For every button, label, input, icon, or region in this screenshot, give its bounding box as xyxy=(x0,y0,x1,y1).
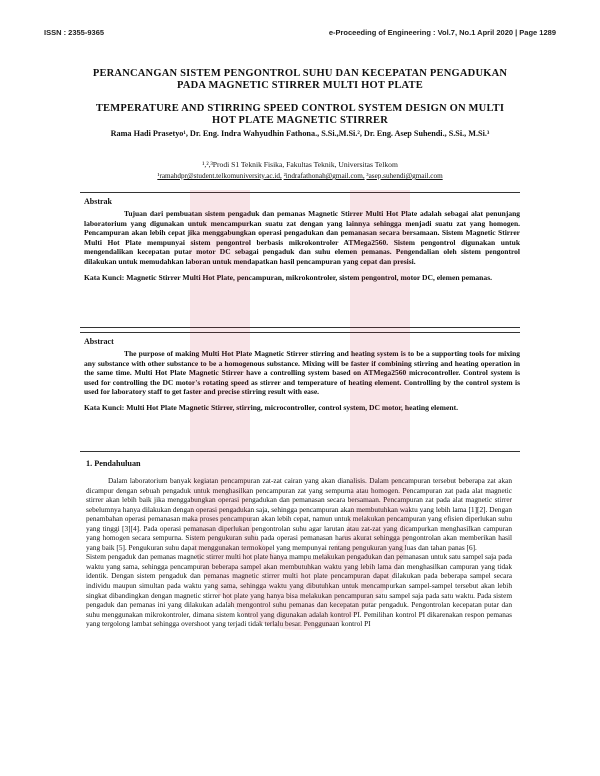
abstrak-body: Tujuan dari pembuatan sistem pengaduk dan pemanas Magnetic Stirrer Multi Hot Plate adalah sebagai alat penunjang laboratorium yang digunakan untuk mencampurkan suatu zat dengan yang lainnya sehingga menjadi suatu zat yang homogen. Pencampuran akan lebih cepat jika menggabungkan operasi pengadukan dan pemanasan secara bersamaan. Sistem Magnetic Stirrer Multi Hot Plate mempunyai sistem pengontrol berbasis mikrokontroler ATMega2560. Sistem pengontrol digunakan untuk mengendalikan kecepatan putar motor DC sebagai pengaduk dan suhu elemen pemanas. Pengendalian oleh sistem pengontrol dilakukan untuk memudahkan laboran untuk mendapatkan hasil pencampuran yang cepat dan presisi. xyxy=(84,209,520,266)
email-2-link[interactable]: ²indrafathonah@gmail.com, xyxy=(283,172,365,180)
abstrak-box xyxy=(80,192,520,328)
abstrak-keywords: Kata Kunci: Magnetic Stirrer Multi Hot Plate, pencampuran, mikrokontroler, sistem pengontrol, motor DC, elemen pemanas. xyxy=(84,272,493,282)
email-list xyxy=(60,171,540,181)
abstract-heading: Abstract xyxy=(84,337,114,346)
title-english: TEMPERATURE AND STIRRING SPEED CONTROL SYSTEM DESIGN ON MULTI HOT PLATE MAGNETIC STIRRER xyxy=(95,103,505,126)
paragraph-2: Sistem pengaduk dan pemanas magnetic stirrer multi hot plate hanya mampu melakukan pengadukan dan pemanasan untuk satu sampel saja pada waktu yang sama, sehingga pencampuran beberapa sampel akan membutuhkan waktu yang lebih lama dan menghasilkan campuran yang tidak identik. Dengan sistem pengaduk dan pemanas magnetic stirrer multi hot plate pencampuran dapat dilakukan pada beberapa sampel secara individu maupun simultan pada waktu yang sama, sehingga waktu yang dibutuhkan untuk mencampurkan sampel-sampel tersebut akan lebih singkat dibandingkan dengan magnetic stirrer hot plate yang hanya bisa melakukan pencampuran satu sampel saja pada satu waktu. Pada sistem pengaduk dan pemanas ini yang dilakukan adalah mengontrol suhu pemanas dan kecepatan putar pengaduk. Pengontrolan kecepatan putar dan suhu menggunakan mikrokontroler, dimana sistem kontrol yang digunakan adalah kontrol PI. Pemilihan kontrol PI dikarenakan respon pemanas yang tergolong lambat sehingga overshoot yang terjadi tidak terlalu besar. Penggunaan kontrol PI xyxy=(86,552,512,629)
page-header xyxy=(44,28,556,37)
email-1-link[interactable]: ¹ramahdpr@student.telkomuniversity.ac.id, xyxy=(157,172,282,180)
author-list: Rama Hadi Prasetyo¹, Dr. Eng. Indra Wahyudhin Fathona., S.Si.,M.Si.², Dr. Eng. Asep Suhendi., S.Si., M.Si.³ xyxy=(110,129,490,138)
abstrak-heading: Abstrak xyxy=(84,197,113,206)
journal-label: e-Proceeding of Engineering : Vol.7, No.1 April 2020 | Page 1289 xyxy=(328,28,556,37)
email-3-link[interactable]: ³asep.suhendi@gmail.com xyxy=(366,172,443,180)
abstract-keywords: Kata Kunci: Multi Hot Plate Magnetic Stirrer, stirring, microcontroller, control system, DC motor, heating element. xyxy=(84,402,458,412)
section-heading: 1. Pendahuluan xyxy=(86,459,141,468)
issn-label: ISSN : 2355-9365 xyxy=(44,28,105,37)
affiliation: ¹,²,³Prodi S1 Teknik Fisika, Fakultas Teknik, Universitas Telkom xyxy=(202,160,398,169)
abstract-body: The purpose of making Multi Hot Plate Magnetic Stirrer stirring and heating system is to be a supporting tools for mixing any substance with other substance to be a homogenous substance. Mixing will be faster if combining stirring and heating operation in the same time. Multi Hot Plate Magnetic Stirrer have a controlling system based on ATMega2560 microcontroller. Control system is used for controlling the DC motor's rotating speed as stirrer and temperature of heating element. Controlling by the control system is used for laboratory staff to get faster and precise stirring result with ease. xyxy=(84,349,520,397)
paragraph-1: Dalam laboratorium banyak kegiatan pencampuran zat-zat cairan yang akan dianalisis. Dalam pencampuran tersebut beberapa zat akan dicampur dengan sebuah pengaduk untuk menghasilkan pencampuran zat yang sempurna atau homogen. Pencampuran zat pada alat magnetic stirrer akan lebih baik jika menggabungkan operasi pengadukan dan pemanasan secara bersamaan. Pencampuran zat pada alat magnetic stirrer sebelumnya hanya dilakukan dengan operasi pengadukan saja, sehingga pencampuran akan membutuhkan waktu yang lebih lama [1][2]. Dengan penambahan operasi pemanasan maka proses pencampuran akan lebih cepat, namun untuk melakukan pencampuran yang efisien diperlukan suhu yang tinggi [3][4]. Pada operasi pemanasan diperlukan pengontrolan suhu agar larutan atau zat-zat yang dicampurkan menghasilkan campuran yang homogen secara sempurna. Sistem pengukuran suhu pada operasi pemanasan harus akurat sehingga pengontrolan akan memberikan hasil yang baik [5]. Pengukuran suhu dapat menggunakan termokopel yang mempunyai rentang pengukuran yang luas dan tahan panas [6]. xyxy=(86,476,512,552)
title-indonesian: PERANCANGAN SISTEM PENGONTROL SUHU DAN KECEPATAN PENGADUKAN PADA MAGNETIC STIRRER MULTI HOT PLATE xyxy=(92,68,508,91)
section-body xyxy=(86,476,512,629)
abstract-box xyxy=(80,332,520,452)
